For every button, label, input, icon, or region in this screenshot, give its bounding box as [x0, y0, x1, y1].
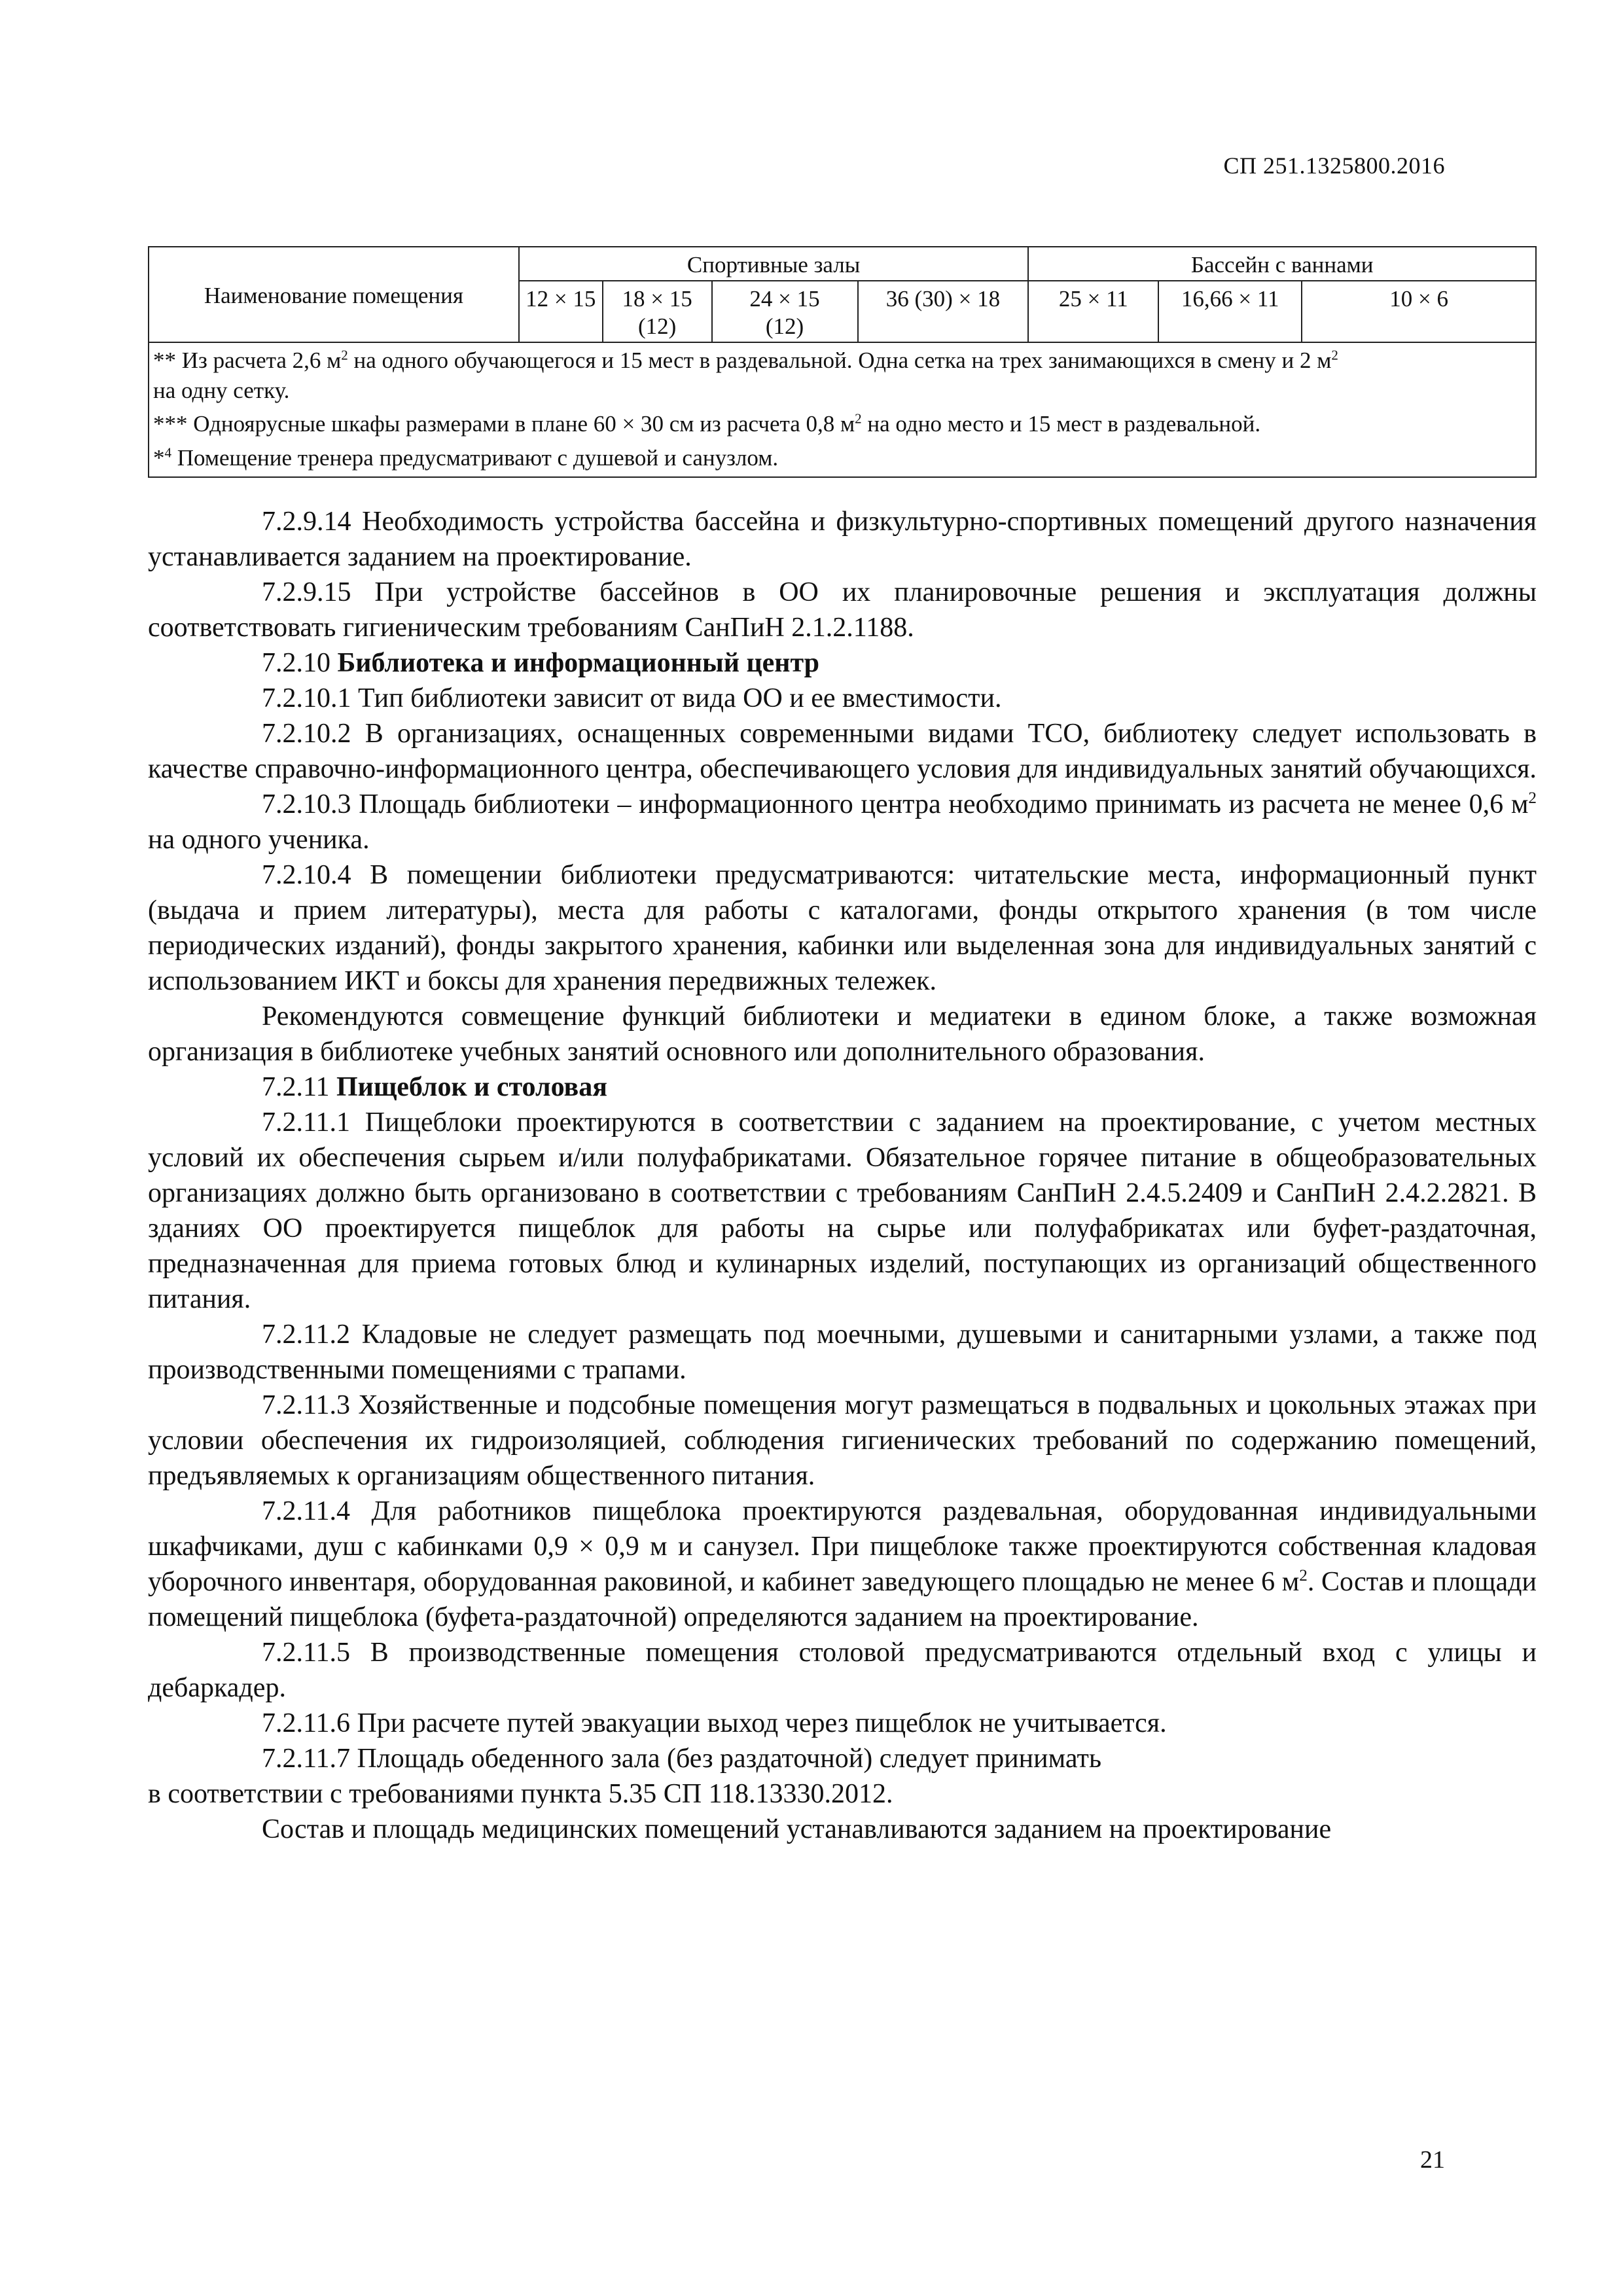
paragraph-7-2-11-3: 7.2.11.3 Хозяйственные и подсобные помещения могут размещаться в подвальных и цокольных этажах при условии обеспечения их гидроизоляцией, соблюдения гигиенических требований по содержанию помещений, предъявляемых к организациям общественного питания.	[148, 1390, 1537, 1491]
paragraph-7-2-9-15: 7.2.9.15 При устройстве бассейнов в ОО их планировочные решения и эксплуатация должны соответствовать гигиеническим требованиям СанПиН 2.1.2.1188.	[148, 577, 1537, 643]
room-name-header: Наименование помещения	[149, 247, 519, 342]
section-heading-7-2-10: 7.2.10 Библиотека и информационный центр	[262, 648, 819, 678]
paragraph-7-2-11-7-cont: в соответствии с требованиями пункта 5.35 СП 118.13330.2012.	[148, 1779, 893, 1809]
page-number: 21	[1420, 2146, 1445, 2174]
rooms-table	[148, 246, 1537, 478]
paragraph-7-2-11-7: 7.2.11.7 Площадь обеденного зала (без раздаточной) следует принимать	[262, 1744, 1101, 1774]
table-header-row	[149, 247, 1536, 281]
footnote-star-4: *$^4$ Помещение тренера предусматривают с душевой и санузлом.	[153, 444, 779, 471]
footnote-triple-star: *** Одноярусные шкафы размерами в плане 60 × 30 см из расчета 0,8 $м^2$ на одно место и 15 мест в раздевальной.	[153, 410, 1261, 437]
pool-header: Бассейн с ваннами	[1028, 247, 1536, 281]
paragraph-7-2-10-1: 7.2.10.1 Тип библиотеки зависит от вида ОО и ее вместимости.	[262, 683, 1002, 713]
sport-col-2: 18 × 15 (12)	[603, 281, 712, 342]
pool-col-3: 10 × 6	[1302, 281, 1536, 342]
paragraph-7-2-10-2: 7.2.10.2 В организациях, оснащенных современными видами ТСО, библиотеку следует использовать в качестве справочно-информационного центра, обеспечивающего условия для индивидуальных занятий обучающихся.	[148, 719, 1537, 784]
paragraph-7-2-11-4: 7.2.11.4 Для работников пищеблока проектируются раздевальная, оборудованная индивидуальными шкафчиками, душ с кабинками 0,9 × 0,9 м и санузел. При пищеблоке также проектируются собственная кладовая уборочного инвентаря, оборудованная раковиной, и кабинет заведующего площадью не менее 6 $м^2$. Состав и площади помещений пищеблока (буфета-раздаточной) определяются заданием на проектирование.	[148, 1496, 1537, 1632]
table-notes-row	[149, 342, 1536, 477]
sport-col-3: 24 × 15 (12)	[712, 281, 858, 342]
document-body	[148, 504, 1537, 1847]
paragraph-medical-rooms: Состав и площадь медицинских помещений устанавливаются заданием на проектирование	[262, 1814, 1332, 1844]
paragraph-7-2-11-6: 7.2.11.6 При расчете путей эвакуации выход через пищеблок не учитывается.	[262, 1708, 1167, 1738]
paragraph-7-2-11-1: 7.2.11.1 Пищеблоки проектируются в соответствии с заданием на проектирование, с учетом местных условий их обеспечения сырьем и/или полуфабрикатами. Обязательное горячее питание в общеобразовательных организациях должно быть организовано в соответствии с требованиям СанПиН 2.4.5.2409 и СанПиН 2.4.2.2821. В зданиях ОО проектируется пищеблок для работы на сырье или полуфабрикатах или буфет-раздаточная, предназначенная для приема готовых блюд и кулинарных изделий, поступающих из организаций общественного питания.	[148, 1107, 1537, 1314]
table-footnotes	[149, 342, 1536, 477]
paragraph-7-2-11-5: 7.2.11.5 В производственные помещения столовой предусматриваются отдельный вход с улицы и дебаркадер.	[148, 1638, 1537, 1703]
pool-col-1: 25 × 11	[1028, 281, 1158, 342]
pool-col-2: 16,66 × 11	[1158, 281, 1302, 342]
sport-col-4: 36 (30) × 18	[858, 281, 1029, 342]
sport-halls-header: Спортивные залы	[519, 247, 1029, 281]
document-code: СП 251.1325800.2016	[1223, 152, 1445, 179]
section-heading-7-2-11: 7.2.11 Пищеблок и столовая	[262, 1072, 607, 1102]
paragraph-7-2-11-2: 7.2.11.2 Кладовые не следует размещать под моечными, душевыми и санитарными узлами, а также под производственными помещениями с трапами.	[148, 1319, 1537, 1385]
sport-col-1: 12 × 15	[519, 281, 603, 342]
paragraph-7-2-9-14: 7.2.9.14 Необходимость устройства бассейна и физкультурно-спортивных помещений другого назначения устанавливается заданием на проектирование.	[148, 507, 1537, 572]
paragraph-7-2-10-4: 7.2.10.4 В помещении библиотеки предусматриваются: читательские места, информационный пункт (выдача и прием литературы), места для работы с каталогами, фонды открытого хранения (в том числе периодических изданий), фонды закрытого хранения, кабинки или выделенная зона для индивидуальных занятий с использованием ИКТ и боксы для хранения передвижных тележек.	[148, 860, 1537, 996]
paragraph-7-2-10-3: 7.2.10.3 Площадь библиотеки – информационного центра необходимо принимать из расчета не менее 0,6 $м^2$ на одного ученика.	[148, 789, 1537, 855]
paragraph-recommendation: Рекомендуются совмещение функций библиотеки и медиатеки в едином блоке, а также возможная организация в библиотеке учебных занятий основного или дополнительного образования.	[148, 1001, 1537, 1067]
footnote-double-star: ** Из расчета 2,6 $м^2$ на одного обучающегося и 15 мест в раздевальной. Одна сетка на трех занимающихся в смену и 2 $м^2$ на одну сетку.	[153, 347, 1338, 403]
